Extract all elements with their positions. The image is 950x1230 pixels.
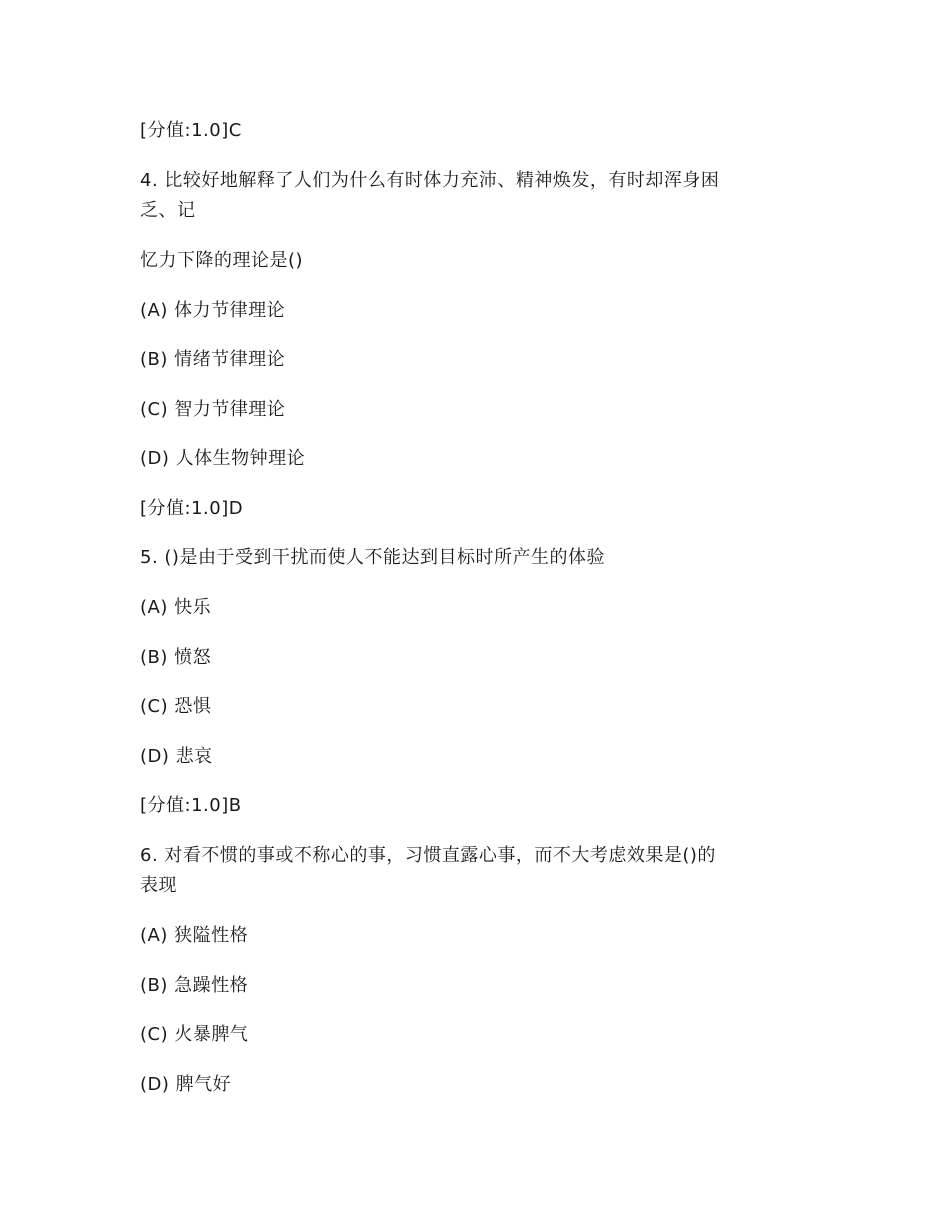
question-4-text-cont2: 忆力下降的理论是() <box>140 250 304 271</box>
q4-option-d: (D) 人体生物钟理论 <box>140 448 306 469</box>
q6-option-a: (A) 狭隘性格 <box>140 925 249 946</box>
q5-option-a: (A) 快乐 <box>140 597 212 618</box>
q4-option-c: (C) 智力节律理论 <box>140 399 286 420</box>
q5-option-c: (C) 恐惧 <box>140 696 212 717</box>
q6-option-d: (D) 脾气好 <box>140 1074 232 1095</box>
q5-option-b: (B) 愤怒 <box>140 647 212 668</box>
question-4-text-cont: 乏、记 <box>140 200 196 221</box>
answer-score-q5: [分值:1.0]B <box>140 795 242 816</box>
answer-score-q4: [分值:1.0]D <box>140 498 244 519</box>
q5-option-d: (D) 悲哀 <box>140 746 213 767</box>
q4-option-b: (B) 情绪节律理论 <box>140 349 286 370</box>
question-6-text-cont: 表现 <box>140 875 177 896</box>
question-5-text: 5. ()是由于受到干扰而使人不能达到目标时所产生的体验 <box>140 547 605 568</box>
question-4-text: 4. 比较好地解释了人们为什么有时体力充沛、精神焕发，有时却浑身困 <box>140 170 720 191</box>
q6-option-c: (C) 火暴脾气 <box>140 1024 249 1045</box>
q6-option-b: (B) 急躁性格 <box>140 975 249 996</box>
q4-option-a: (A) 体力节律理论 <box>140 300 286 321</box>
question-6-text: 6. 对看不惯的事或不称心的事，习惯直露心事，而不大考虑效果是()的 <box>140 845 716 866</box>
answer-score-q3: [分值:1.0]C <box>140 120 242 141</box>
